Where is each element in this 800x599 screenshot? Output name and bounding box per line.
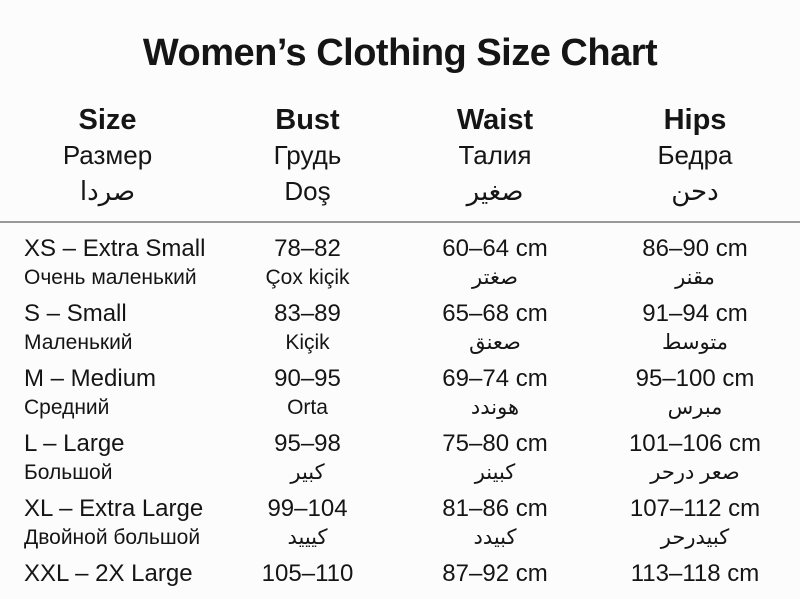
header-bust-en: Bust — [275, 104, 340, 136]
header-waist-ar: صغير — [466, 176, 524, 206]
cell-size — [0, 493, 215, 551]
cell-bust — [215, 298, 400, 356]
header-hips-ar: دحن — [671, 176, 719, 206]
waist-value: 87–92 cm — [442, 560, 548, 587]
header-bust-ru: Грудь — [273, 140, 342, 170]
hips-value: 107–112 cm — [629, 495, 761, 522]
cell-hips — [590, 363, 800, 421]
size-label: M – Medium — [24, 365, 157, 392]
hips-value: 101–106 cm — [628, 430, 762, 457]
waist-sub: صعنق — [469, 331, 521, 354]
cell-size — [0, 363, 215, 421]
table-row-xl — [0, 489, 800, 554]
header-size — [0, 102, 215, 209]
hips-sub: صعر درحر — [650, 461, 740, 484]
hips-sub: متوسط — [662, 331, 728, 354]
size-label-ru: Средний — [24, 396, 110, 419]
waist-sub: كبينر — [474, 461, 516, 484]
cell-waist — [400, 363, 590, 421]
size-label-ru: Большой — [24, 461, 113, 484]
cell-waist — [400, 298, 590, 356]
header-bust — [215, 102, 400, 209]
cell-hips — [590, 558, 800, 589]
cell-waist — [400, 493, 590, 551]
cell-bust — [215, 428, 400, 486]
size-label: S – Small — [24, 300, 127, 327]
page-title: Women’s Clothing Size Chart — [142, 32, 658, 74]
hips-sub: مقنر — [675, 266, 715, 289]
bust-value: 78–82 — [274, 235, 341, 262]
cell-hips — [590, 298, 800, 356]
table-row-l — [0, 424, 800, 489]
header-hips-ru: Бедра — [657, 140, 733, 170]
cell-waist — [400, 428, 590, 486]
bust-sub: Çox kiçik — [265, 266, 350, 289]
size-label-ru: Очень маленький — [24, 266, 197, 289]
header-divider — [0, 221, 800, 223]
bust-value: 95–98 — [274, 430, 341, 457]
table-body — [0, 229, 800, 592]
cell-hips — [590, 493, 800, 551]
cell-bust — [215, 558, 400, 589]
bust-sub: Orta — [287, 396, 328, 419]
header-bust-az: Doş — [284, 176, 331, 206]
hips-sub: مبرس — [667, 396, 723, 419]
table-row-xxl — [0, 554, 800, 592]
bust-value: 99–104 — [267, 495, 348, 522]
hips-value: 113–118 cm — [630, 560, 760, 587]
cell-bust — [215, 493, 400, 551]
hips-sub: كبيدرحر — [660, 526, 730, 549]
hips-value: 91–94 cm — [642, 300, 748, 327]
cell-bust — [215, 233, 400, 291]
size-label: XXL – 2X Large — [24, 560, 193, 587]
waist-value: 60–64 cm — [442, 235, 548, 262]
hips-value: 95–100 cm — [635, 365, 755, 392]
table-row-s — [0, 294, 800, 359]
cell-size — [0, 233, 215, 291]
bust-value: 105–110 — [261, 560, 354, 587]
header-waist-en: Waist — [456, 104, 534, 136]
waist-value: 75–80 cm — [442, 430, 548, 457]
bust-sub: Kiçik — [285, 331, 330, 354]
header-size-en: Size — [78, 104, 137, 136]
header-hips-en: Hips — [663, 104, 727, 136]
cell-waist — [400, 233, 590, 291]
bust-sub: كيييد — [287, 526, 328, 549]
cell-hips — [590, 233, 800, 291]
table-row-xs — [0, 229, 800, 294]
hips-value: 86–90 cm — [642, 235, 748, 262]
table-header-row — [0, 102, 800, 209]
waist-sub: كبيدد — [473, 526, 517, 549]
cell-bust — [215, 363, 400, 421]
size-label: L – Large — [24, 430, 125, 457]
header-size-ar: صردا — [79, 176, 136, 206]
size-label-ru: Двойной большой — [24, 526, 201, 549]
header-hips — [590, 102, 800, 209]
waist-value: 65–68 cm — [442, 300, 548, 327]
size-label-ru: Маленький — [24, 331, 133, 354]
waist-value: 69–74 cm — [442, 365, 548, 392]
waist-value: 81–86 cm — [442, 495, 548, 522]
bust-sub: كبير — [290, 461, 325, 484]
header-waist — [400, 102, 590, 209]
cell-size — [0, 558, 215, 589]
cell-hips — [590, 428, 800, 486]
cell-waist — [400, 558, 590, 589]
cell-size — [0, 298, 215, 356]
bust-value: 90–95 — [274, 365, 341, 392]
cell-size — [0, 428, 215, 486]
header-waist-ru: Талия — [458, 140, 532, 170]
size-label: XL – Extra Large — [24, 495, 204, 522]
header-size-ru: Размер — [62, 140, 153, 170]
bust-value: 83–89 — [274, 300, 341, 327]
waist-sub: صغتر — [472, 266, 518, 289]
table-row-m — [0, 359, 800, 424]
waist-sub: هوندد — [470, 396, 520, 419]
size-label: XS – Extra Small — [24, 235, 206, 262]
